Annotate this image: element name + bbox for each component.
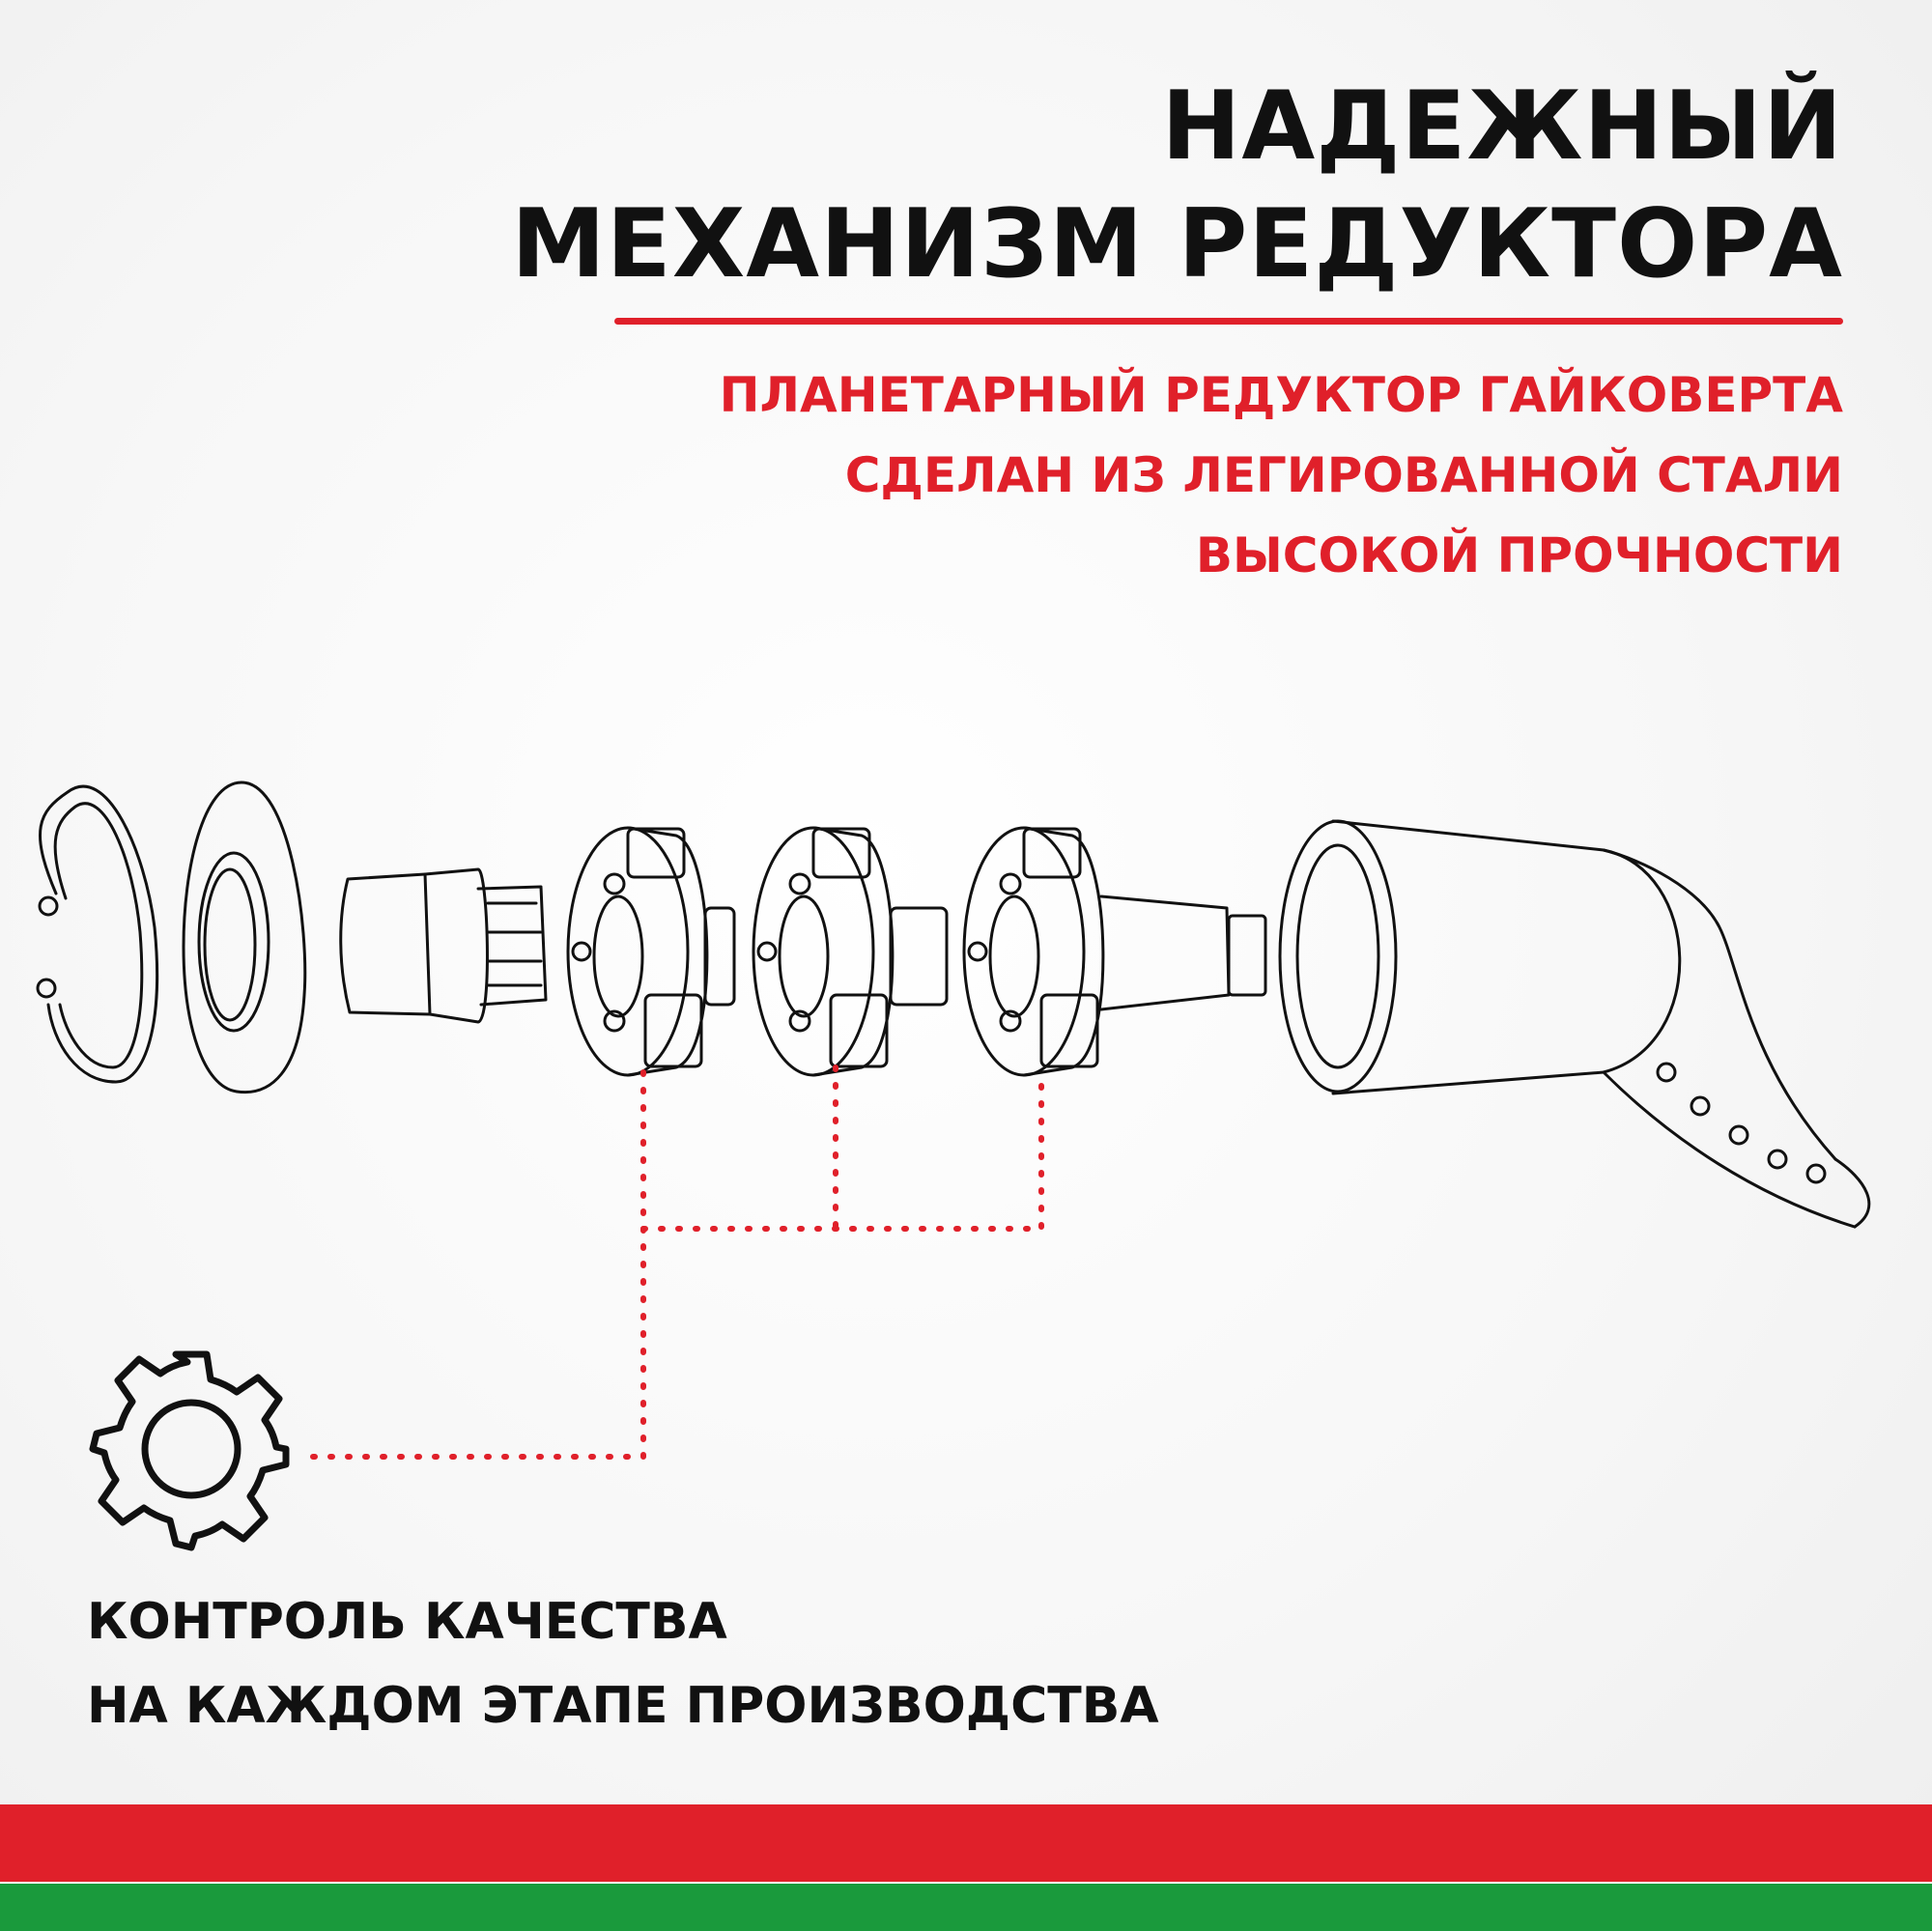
- subtitle-line-2: СДЕЛАН ИЗ ЛЕГИРОВАННОЙ СТАЛИ: [844, 447, 1843, 503]
- quality-line-2: НА КАЖДОМ ЭТАПЕ ПРОИЗВОДСТВА: [87, 1677, 1159, 1735]
- red-stripe: [0, 1804, 1932, 1882]
- pinion-shaft: [341, 869, 546, 1022]
- green-stripe: [0, 1884, 1932, 1931]
- dotted-connectors: [307, 1067, 1041, 1457]
- thrust-washer: [184, 782, 305, 1093]
- subtitle-line-3: ВЫСОКОЙ ПРОЧНОСТИ: [1195, 527, 1843, 583]
- retaining-ring: [38, 786, 157, 1082]
- planet-carrier-2: [753, 828, 947, 1075]
- quality-control-caption: [87, 1580, 1159, 1748]
- gear-icon: [85, 1343, 298, 1555]
- ring-gear-housing: [1280, 821, 1869, 1227]
- planet-carrier-1: [568, 828, 734, 1075]
- quality-line-1: КОНТРОЛЬ КАЧЕСТВА: [87, 1593, 727, 1651]
- headline-line-2: МЕХАНИЗМ РЕДУКТОРА: [511, 189, 1843, 299]
- subtitle-line-1: ПЛАНЕТАРНЫЙ РЕДУКТОР ГАЙКОВЕРТА: [719, 367, 1843, 423]
- planet-carrier-3: [964, 828, 1265, 1075]
- headline-line-1: НАДЕЖНЫЙ: [1161, 71, 1843, 182]
